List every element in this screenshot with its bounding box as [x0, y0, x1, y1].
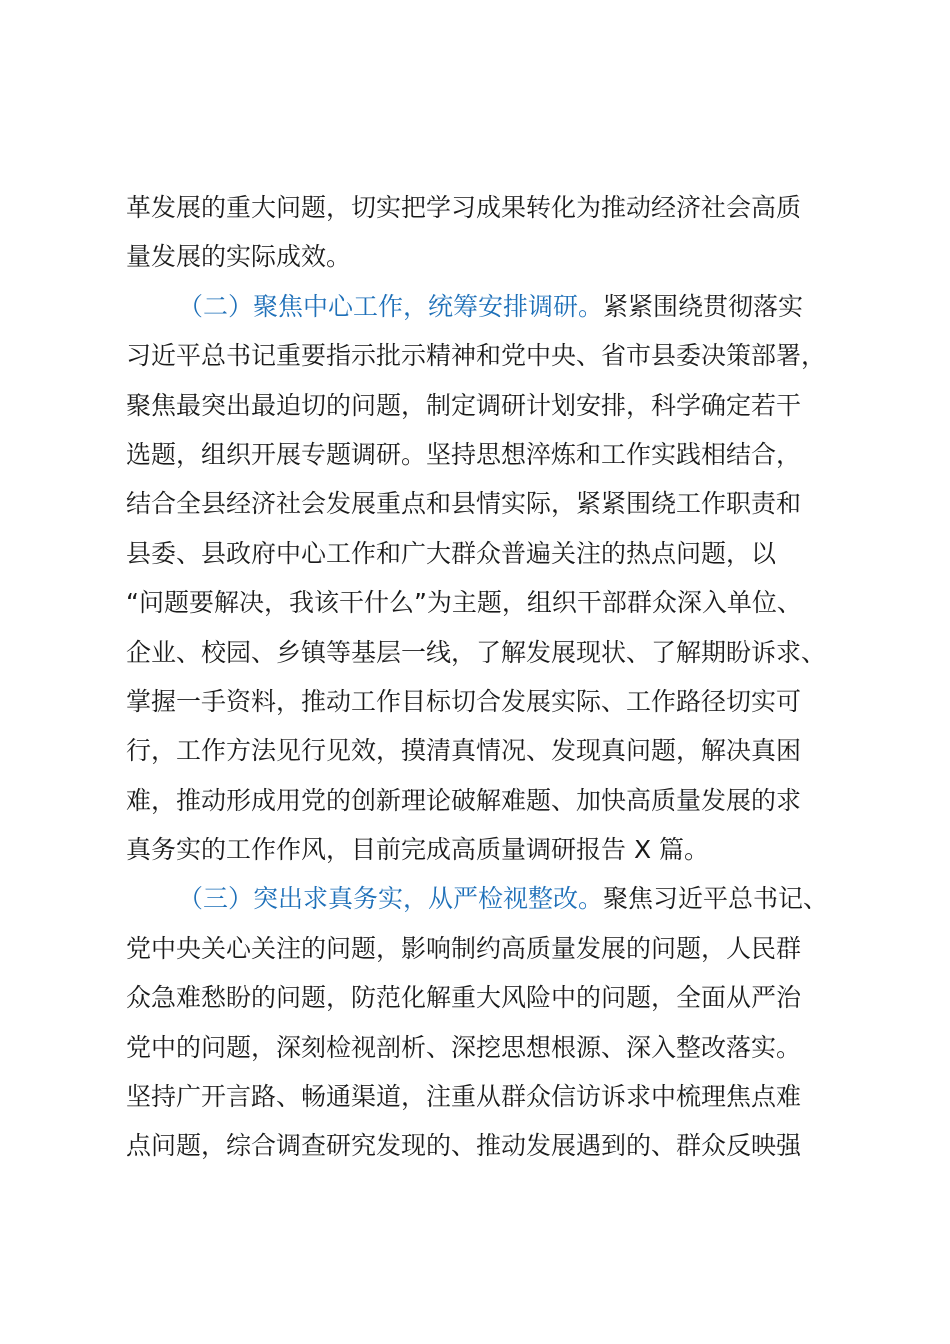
paragraph-first-line — [126, 874, 838, 923]
paragraph-2 — [126, 282, 838, 875]
text-line: 行，工作方法见行见效，摸清真情况、发现真问题，解决真困 — [126, 736, 802, 766]
document-body — [126, 183, 838, 1171]
text-line: 县委、县政府中心工作和广大群众普遍关注的热点问题，以 — [126, 538, 777, 568]
text-line: 革发展的重大问题，切实把学习成果转化为推动经济社会高质 — [126, 193, 802, 222]
text-line: 党中央关心关注的问题，影响制约高质量发展的问题，人民群 — [126, 933, 802, 963]
text-line: 点问题，综合调查研究发现的、推动发展遇到的、群众反映强 — [126, 1131, 802, 1161]
section-heading: （二）聚焦中心工作，统筹安排调研。 — [178, 291, 604, 321]
text-line: 聚焦最突出最迫切的问题，制定调研计划安排，科学确定若干 — [126, 390, 802, 420]
text-line: 掌握一手资料，推动工作目标切合发展实际、工作路径切实可 — [126, 686, 802, 716]
text-line: 难，推动形成用党的创新理论破解难题、加快高质量发展的求 — [126, 785, 802, 815]
text-line: 党中的问题，深刻检视剖析、深挖思想根源、深入整改落实。 — [126, 1032, 802, 1062]
text-line: 结合全县经济社会发展重点和县情实际，紧紧围绕工作职责和 — [126, 489, 802, 519]
text-line: “问题要解决，我该干什么”为主题，组织干部群众深入单位、 — [126, 588, 802, 618]
text-line: 习近平总书记重要指示批示精神和党中央、省市县委决策部署， — [126, 341, 827, 371]
text-line: 真务实的工作作风，目前完成高质量调研报告 X 篇。 — [126, 835, 710, 865]
text-line: 众急难愁盼的问题，防范化解重大风险中的问题，全面从严治 — [126, 983, 802, 1013]
text-run: 聚焦习近平总书记、 — [603, 884, 829, 914]
paragraph-3 — [126, 874, 838, 1170]
text-line: 选题，组织开展专题调研。坚持思想淬炼和工作实践相结合， — [126, 439, 802, 469]
text-line: 坚持广开言路、畅通渠道，注重从群众信访诉求中梳理焦点难 — [126, 1082, 802, 1112]
paragraph-first-line — [126, 282, 838, 331]
text-run: 紧紧围绕贯彻落实 — [603, 291, 804, 321]
text-line: 量发展的实际成效。 — [126, 242, 352, 272]
paragraph-1 — [126, 183, 838, 282]
text-line: 企业、校园、乡镇等基层一线，了解发展现状、了解期盼诉求、 — [126, 637, 827, 667]
section-heading: （三）突出求真务实，从严检视整改。 — [178, 884, 604, 914]
